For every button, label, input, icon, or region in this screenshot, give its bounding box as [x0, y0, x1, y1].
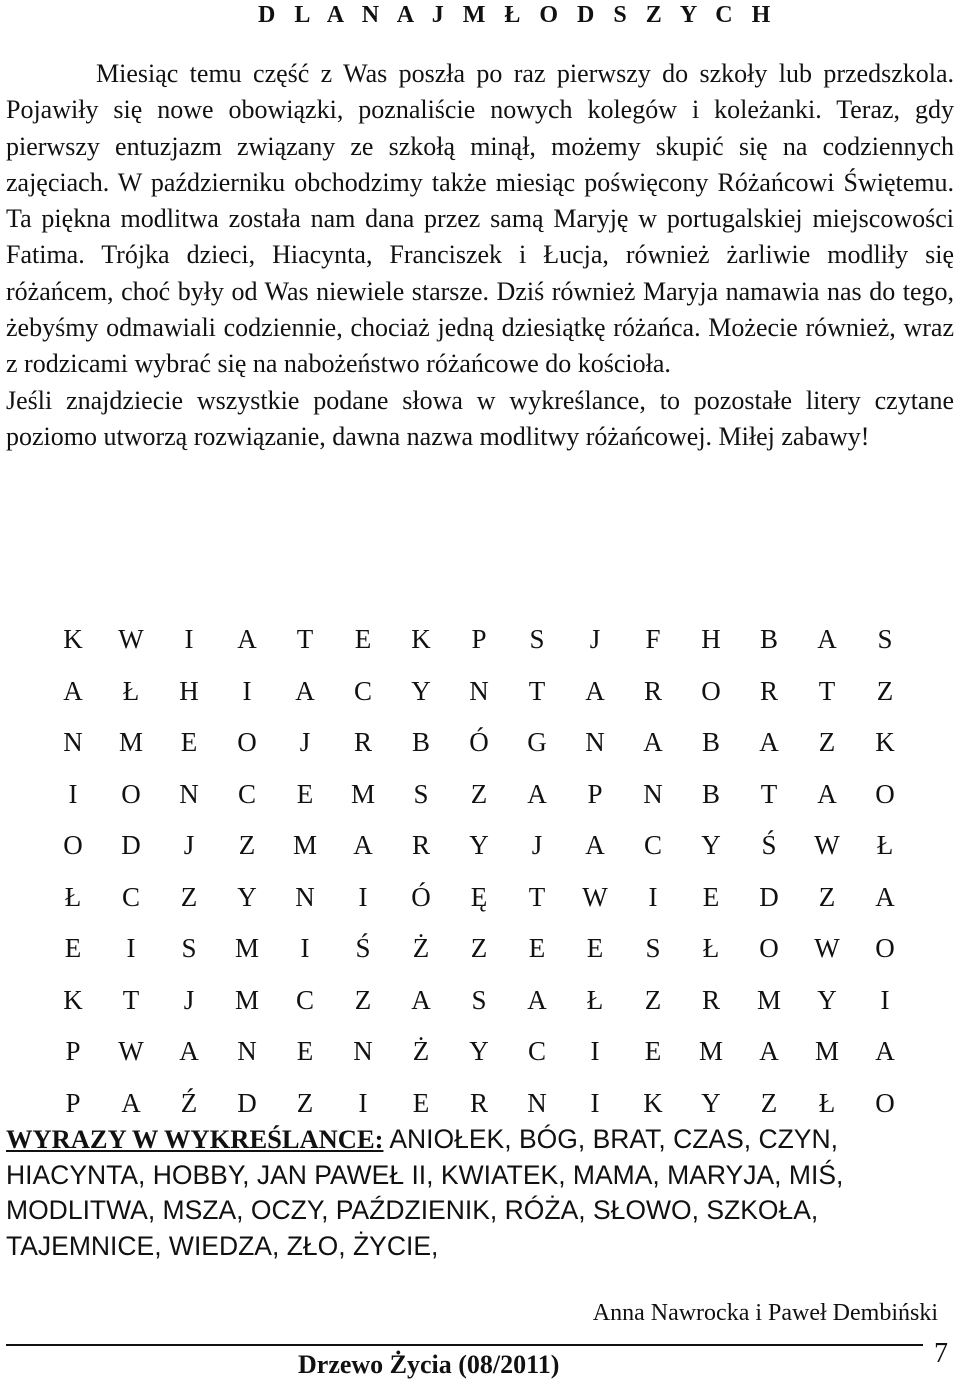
grid-cell: I	[300, 933, 310, 963]
grid-cell: O	[875, 1087, 895, 1118]
grid-cell: H	[701, 624, 721, 654]
word-list	[6, 1122, 916, 1264]
grid-cell: W	[118, 624, 144, 654]
intro-paragraph-2: Jeśli znajdziecie wszystkie podane słowa w wykreślance, to pozostałe litery czytane poziomo utworzą rozwiązanie, dawna nazwa modlitwy różańcowej. Miłej zabawy!	[6, 385, 954, 451]
grid-cell: B	[759, 624, 778, 654]
grid-cell: O	[875, 933, 895, 963]
grid-cell: T	[528, 881, 546, 912]
grid-cell: A	[353, 830, 373, 860]
grid-cell: Y	[237, 881, 257, 912]
grid-cell: C	[353, 675, 372, 706]
grid-cell: N	[585, 727, 605, 757]
grid-cell: B	[411, 727, 430, 757]
grid-cell: Z	[238, 830, 256, 860]
grid-cell: I	[242, 675, 252, 706]
grid-cell: S	[471, 984, 487, 1015]
grid-cell: E	[354, 624, 372, 654]
grid-cell: O	[875, 778, 895, 809]
grid-cell: E	[412, 1087, 430, 1118]
grid-cell: C	[295, 984, 314, 1015]
grid-cell: N	[179, 778, 199, 809]
grid-cell: Ó	[411, 881, 431, 912]
grid-cell: I	[358, 881, 368, 912]
grid-cell: K	[63, 984, 83, 1015]
grid-cell: G	[527, 727, 547, 757]
grid-cell: A	[875, 1036, 895, 1066]
grid-cell: K	[875, 727, 895, 757]
grid-cell: M	[234, 984, 259, 1015]
grid-cell: Ł	[64, 881, 82, 912]
grid-cell: A	[411, 984, 431, 1015]
grid-cell: P	[65, 1036, 81, 1066]
grid-cell: S	[413, 778, 429, 809]
grid-cell: T	[760, 778, 778, 809]
grid-cell: M	[118, 727, 143, 757]
grid-cell: B	[701, 778, 720, 809]
grid-cell: Z	[818, 881, 836, 912]
grid-row	[44, 1026, 914, 1078]
grid-cell: Z	[180, 881, 198, 912]
grid-cell: R	[643, 675, 662, 706]
grid-cell: Z	[876, 675, 894, 706]
grid-cell: W	[118, 1036, 144, 1066]
grid-cell: T	[122, 984, 140, 1015]
grid-cell: Ś	[761, 830, 777, 860]
grid-cell: D	[121, 830, 141, 860]
grid-cell: R	[701, 984, 720, 1015]
grid-cell: N	[643, 778, 663, 809]
grid-cell: T	[818, 675, 836, 706]
grid-cell: K	[411, 624, 431, 654]
grid-cell: S	[181, 933, 197, 963]
grid-cell: Z	[470, 933, 488, 963]
grid-cell: A	[759, 1036, 779, 1066]
grid-cell: P	[587, 778, 603, 809]
grid-cell: A	[643, 727, 663, 757]
grid-cell: J	[531, 830, 543, 860]
grid-cell: Y	[701, 830, 721, 860]
grid-cell: S	[529, 624, 545, 654]
grid-cell: O	[63, 830, 83, 860]
grid-cell: K	[63, 624, 83, 654]
grid-cell: E	[296, 778, 314, 809]
grid-cell: Ź	[180, 1087, 198, 1118]
grid-cell: I	[126, 933, 136, 963]
grid-cell: A	[179, 1036, 199, 1066]
grid-cell: Y	[817, 984, 837, 1015]
grid-cell: M	[756, 984, 781, 1015]
grid-cell: J	[299, 727, 311, 757]
grid-cell: N	[527, 1087, 547, 1118]
grid-cell: M	[814, 1036, 839, 1066]
grid-cell: N	[237, 1036, 257, 1066]
grid-cell: P	[471, 624, 487, 654]
grid-cell: A	[585, 675, 605, 706]
grid-cell: M	[350, 778, 375, 809]
grid-row	[44, 872, 914, 924]
grid-cell: E	[296, 1036, 314, 1066]
grid-cell: W	[814, 830, 840, 860]
grid-row	[44, 666, 914, 718]
grid-cell: N	[353, 1036, 373, 1066]
grid-cell: Y	[411, 675, 431, 706]
grid-cell: M	[292, 830, 317, 860]
grid-cell: E	[644, 1036, 662, 1066]
grid-row	[44, 717, 914, 769]
grid-cell: M	[234, 933, 259, 963]
grid-cell: D	[759, 881, 779, 912]
grid-cell: E	[702, 881, 720, 912]
grid-cell: J	[183, 984, 195, 1015]
grid-cell: Y	[701, 1087, 721, 1118]
grid-cell: T	[296, 624, 314, 654]
grid-cell: E	[180, 727, 198, 757]
authors: Anna Nawrocka i Paweł Dembiński	[592, 1300, 938, 1326]
grid-cell: N	[63, 727, 83, 757]
grid-cell: I	[358, 1087, 368, 1118]
footer-divider	[6, 1344, 923, 1346]
word-list-items: ANIOŁEK, BÓG, BRAT, CZAS, CZYN, HIACYNTA, HOBBY, JAN PAWEŁ II, KWIATEK, MAMA, MARYJA, MIŚ, MODLITWA, MSZA, OCZY, PAŹDZIENIK, RÓŻA, SŁOWO, SZKOŁA, TAJEMNICE, WIEDZA, ZŁO, ŻYCIE,	[6, 1124, 844, 1261]
word-search-grid	[44, 614, 914, 1129]
grid-cell: J	[589, 624, 601, 654]
grid-cell: Ł	[122, 675, 140, 706]
grid-cell: R	[469, 1087, 488, 1118]
grid-cell: A	[527, 984, 547, 1015]
grid-cell: I	[590, 1036, 600, 1066]
grid-cell: A	[817, 778, 837, 809]
grid-cell: Ó	[469, 727, 489, 757]
grid-cell: C	[121, 881, 140, 912]
page-number: 7	[934, 1338, 948, 1369]
grid-cell: I	[184, 624, 194, 654]
grid-cell: S	[877, 624, 893, 654]
grid-cell: N	[295, 881, 315, 912]
grid-cell: Z	[818, 727, 836, 757]
grid-cell: C	[527, 1036, 546, 1066]
grid-cell: I	[880, 984, 890, 1015]
grid-cell: J	[183, 830, 195, 860]
grid-cell: A	[759, 727, 779, 757]
grid-cell: Z	[354, 984, 372, 1015]
grid-cell: A	[121, 1087, 141, 1118]
grid-cell: Ł	[818, 1087, 836, 1118]
grid-cell: A	[527, 778, 547, 809]
word-list-label: WYRAZY W WYKREŚLANCE:	[6, 1124, 384, 1154]
grid-cell: N	[469, 675, 489, 706]
grid-cell: Ż	[412, 933, 430, 963]
grid-cell: A	[875, 881, 895, 912]
grid-cell: O	[759, 933, 779, 963]
grid-cell: Ł	[876, 830, 894, 860]
grid-cell: I	[648, 881, 658, 912]
grid-cell: Z	[760, 1087, 778, 1118]
grid-cell: D	[237, 1087, 257, 1118]
grid-cell: Ę	[470, 881, 488, 912]
grid-row	[44, 923, 914, 975]
grid-cell: A	[817, 624, 837, 654]
grid-row	[44, 614, 914, 666]
grid-cell: C	[643, 830, 662, 860]
grid-cell: Y	[469, 1036, 489, 1066]
grid-cell: I	[590, 1087, 600, 1118]
grid-cell: R	[759, 675, 778, 706]
intro-paragraph-1: Miesiąc temu część z Was poszła po raz pierwszy do szkoły lub przedszkola. Pojawiły się nowe obowiązki, poznaliście nowych kolegów i koleżanki. Teraz, gdy pierwszy entuzjazm związany ze szkołą minął, możemy skupić się na codziennych zajęciach. W październiku obchodzimy także miesiąc poświęcony Różańcowi Świętemu. Ta piękna modlitwa została nam dana przez samą Maryję w portugalskiej miejscowości Fatima. Trójka dzieci, Hiacynta, Franciszek i Łucja, również żarliwie modliły się różańcem, choć były od Was niewiele starsze. Dziś również Maryja namawia nas do tego, żebyśmy odmawiali codziennie, chociaż jedną dziesiątkę różańca. Możecie również, wraz z rodzicami wybrać się na nabożeństwo różańcowe do kościoła.	[6, 59, 954, 379]
magazine-title: Drzewo Życia (08/2011)	[298, 1350, 560, 1379]
grid-cell: Y	[469, 830, 489, 860]
grid-cell: W	[582, 881, 608, 912]
grid-cell: H	[179, 675, 199, 706]
intro-text	[6, 56, 954, 455]
grid-cell: R	[353, 727, 372, 757]
grid-cell: P	[65, 1087, 81, 1118]
grid-cell: M	[698, 1036, 723, 1066]
grid-cell: Ł	[586, 984, 604, 1015]
grid-cell: S	[645, 933, 661, 963]
grid-cell: O	[701, 675, 721, 706]
grid-cell: E	[586, 933, 604, 963]
grid-cell: A	[237, 624, 257, 654]
grid-cell: A	[295, 675, 315, 706]
grid-cell: O	[121, 778, 141, 809]
grid-cell: Z	[470, 778, 488, 809]
grid-cell: T	[528, 675, 546, 706]
grid-cell: I	[68, 778, 78, 809]
grid-cell: E	[64, 933, 82, 963]
grid-cell: B	[701, 727, 720, 757]
grid-row	[44, 820, 914, 872]
grid-cell: C	[237, 778, 256, 809]
grid-cell: Z	[296, 1087, 314, 1118]
grid-cell: R	[411, 830, 430, 860]
grid-cell: K	[643, 1087, 663, 1118]
grid-cell: O	[237, 727, 257, 757]
grid-row	[44, 769, 914, 821]
grid-cell: Z	[644, 984, 662, 1015]
grid-cell: Ł	[702, 933, 720, 963]
grid-cell: Ś	[355, 933, 371, 963]
section-header: D L A N A J M Ł O D S Z Y C H	[258, 2, 777, 28]
grid-cell: W	[814, 933, 840, 963]
grid-cell: F	[645, 624, 661, 654]
grid-cell: Ż	[412, 1036, 430, 1066]
grid-cell: A	[585, 830, 605, 860]
grid-cell: E	[528, 933, 546, 963]
grid-row	[44, 975, 914, 1027]
grid-cell: A	[63, 675, 83, 706]
